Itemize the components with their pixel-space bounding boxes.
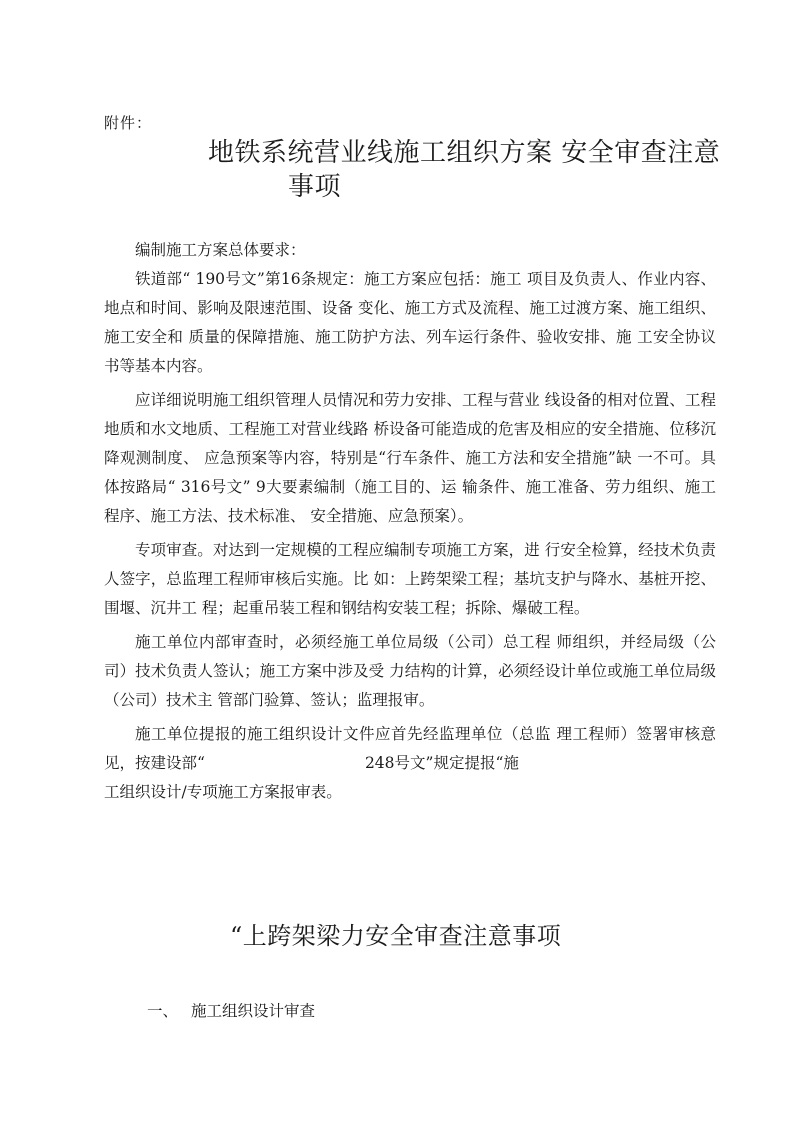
paragraph-190-regulation: 铁道部“ 190号文”第16条规定：施工方案应包括：施工 项目及负责人、作业内容、地点和时间、影响及限速范围、设备 变化、施工方式及流程、施工过渡方案、施工组织、施工安全和 质量的保障措施、施工防护方法、列车运行条件、验收安排、施 工安全协议书等基本内容。 xyxy=(104,270,716,375)
section-subtitle: “上跨架梁力安全审查注意事项 xyxy=(230,922,562,950)
paragraph-special-review: 专项审查。对达到一定规模的工程应编制专项施工方案，进 行安全检算，经技术负责人签字，总监理工程师审核后实施。比 如：上跨架梁工程；基坑支护与降水、基桩开挖、围堰、沉井工 程；起重吊装工程和钢结构安装工程；拆除、爆破工程。 xyxy=(104,541,716,617)
paragraph-detailed-description: 应详细说明施工组织管理人员情况和劳力安排、工程与营业 线设备的相对位置、工程地质和水文地质、工程施工对营业线路 桥设备可能造成的危害及相应的安全措施、位移沉降观测制度、 应急预案等内容，特别是“行车条件、施工方法和安全措施”缺 一不可。具体按路局“ 316号文” 9大要素编制（施工目的、运 输条件、施工准备、劳力组织、施工程序、施工方法、技术标准、 安全措施、应急预案）。 xyxy=(104,391,716,525)
section-title: 施工组织设计审查 xyxy=(191,1002,316,1020)
submission-line-1: 施工单位提报的施工组织设计文件应首先经监理单位（总监 理工程师）签署审核意见，按建设部“ xyxy=(104,725,716,772)
title-line-2: 事项 xyxy=(288,172,342,202)
attachment-label: 附件： xyxy=(104,114,153,132)
submission-line-3: 工组织设计/专项施工方案报审表。 xyxy=(104,783,342,801)
section-number: 一、 xyxy=(147,1002,179,1020)
paragraph-submission xyxy=(104,720,716,778)
submission-line-2: 248号文”规定提报“施 xyxy=(364,754,519,772)
title-line-1: 地铁系统营业线施工组织方案 安全审查注意 xyxy=(208,138,721,168)
general-requirements-heading: 编制施工方案总体要求： xyxy=(135,241,306,259)
paragraph-internal-review: 施工单位内部审查时，必须经施工单位局级（公司）总工程 师组织，并经局级（公司）技术负责人签认；施工方案中涉及受 力结构的计算，必须经设计单位或施工单位局级（公司）技术主 管部门验算、签认；监理报审。 xyxy=(104,633,716,709)
document-title xyxy=(208,136,728,204)
document-body xyxy=(104,236,716,807)
section-heading xyxy=(147,999,315,1021)
